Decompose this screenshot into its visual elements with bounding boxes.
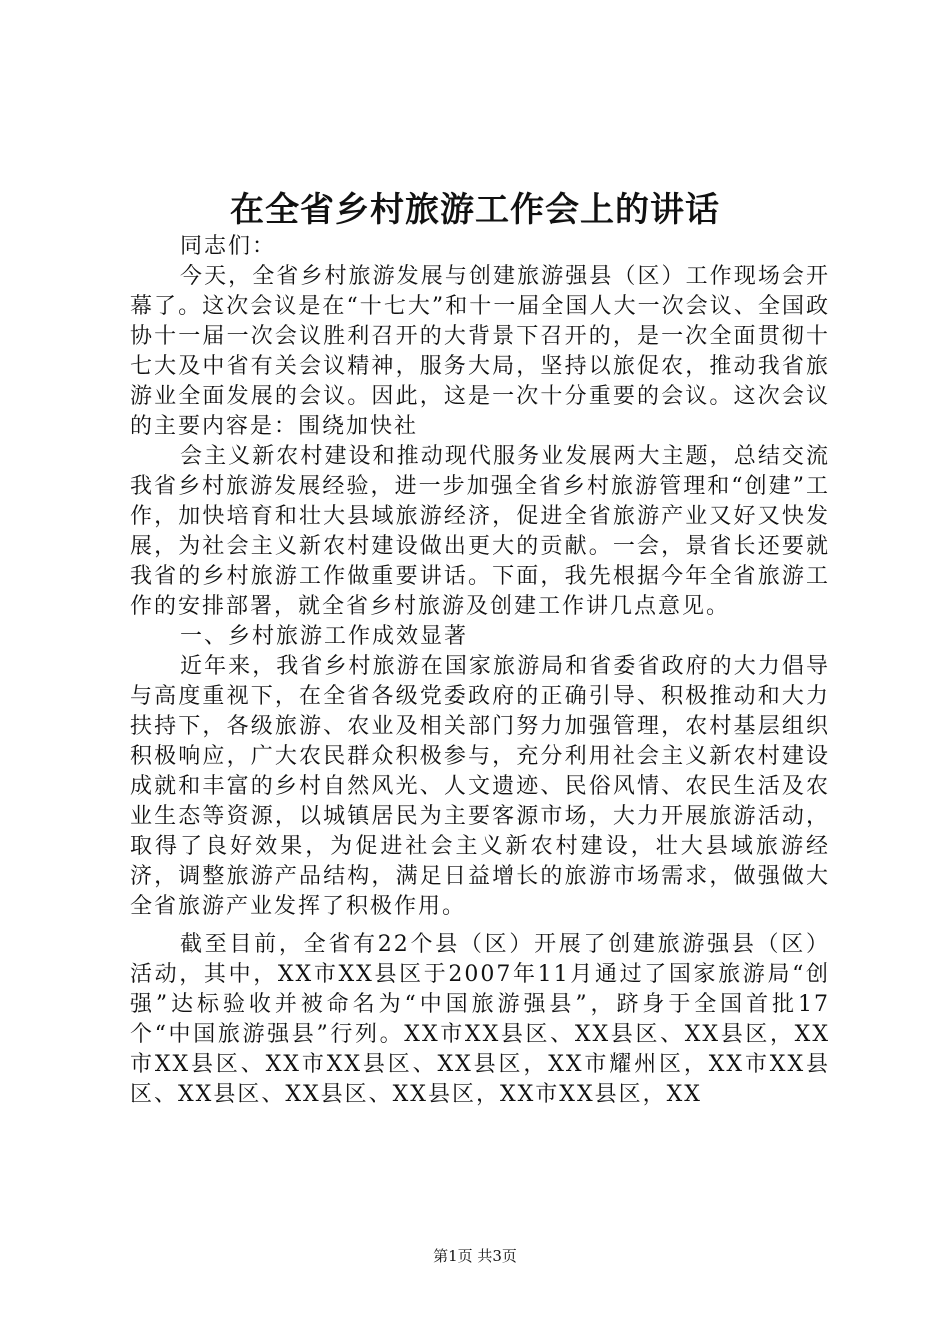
section-heading: 一、乡村旅游工作成效显著 [180, 624, 469, 649]
document-body [130, 232, 830, 1110]
body-paragraph: 截至目前，全省有22个县（区）开展了创建旅游强县（区）活动，其中，XX市XX县区于2007年11月通过了国家旅游局“创强”达标验收并被命名为“中国旅游强县”，跻身于全国首批17个“中国旅游强县”行列。XX市XX县区、XX县区、XX县区，XX市XX县区、XX市XX县区、XX县区，XX市耀州区，XX市XX县区、XX县区、XX县区、XX县区，XX市XX县区，XX [130, 932, 830, 1107]
body-paragraph: 今天，全省乡村旅游发展与创建旅游强县（区）工作现场会开幕了。这次会议是在“十七大”和十一届全国人大一次会议、全国政协十一届一次会议胜利召开的大背景下召开的，是一次全面贯彻十七大及中省有关会议精神，服务大局，坚持以旅促农，推动我省旅游业全面发展的会议。因此，这是一次十分重要的会议。这次会议的主要内容是：围绕加快社 [130, 264, 830, 439]
document-title: 在全省乡村旅游工作会上的讲话 [230, 190, 720, 230]
page-footer: 第1页 共3页 [433, 1247, 517, 1265]
body-paragraph: 会主义新农村建设和推动现代服务业发展两大主题，总结交流我省乡村旅游发展经验，进一步加强全省乡村旅游管理和“创建”工作，加快培育和壮大县域旅游经济，促进全省旅游产业又好又快发展，为社会主义新农村建设做出更大的贡献。一会，景省长还要就我省的乡村旅游工作做重要讲话。下面，我先根据今年全省旅游工作的安排部署，就全省乡村旅游及创建工作讲几点意见。 [130, 444, 830, 619]
salutation-paragraph: 同志们： [180, 234, 277, 259]
body-paragraph: 近年来，我省乡村旅游在国家旅游局和省委省政府的大力倡导与高度重视下，在全省各级党委政府的正确引导、积极推动和大力扶持下，各级旅游、农业及相关部门努力加强管理，农村基层组织积极响应，广大农民群众积极参与，充分利用社会主义新农村建设成就和丰富的乡村自然风光、人文遗迹、民俗风情、农民生活及农业生态等资源，以城镇居民为主要客源市场，大力开展旅游活动，取得了良好效果，为促进社会主义新农村建设，壮大县域旅游经济，调整旅游产品结构，满足日益增长的旅游市场需求，做强做大全省旅游产业发挥了积极作用。 [130, 654, 830, 919]
